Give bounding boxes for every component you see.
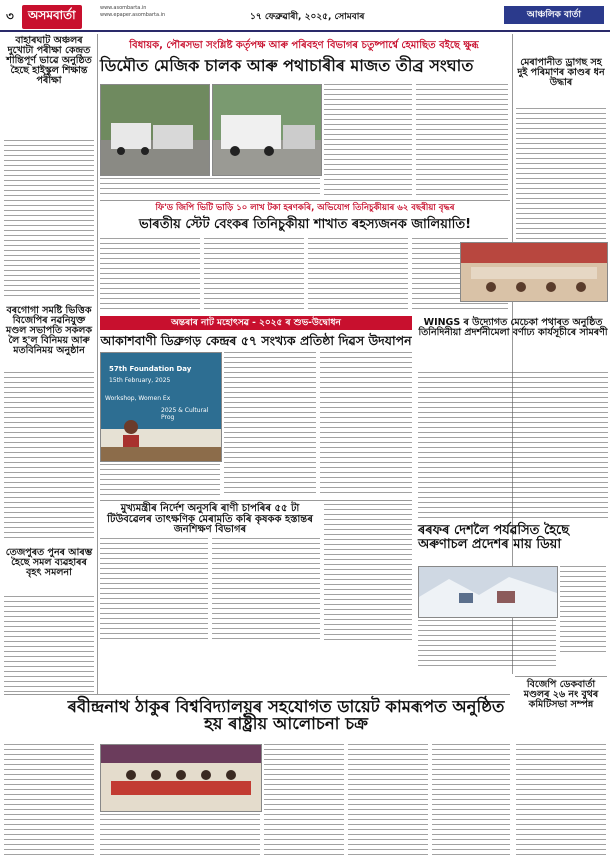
divider-right bbox=[515, 676, 607, 677]
wings-photo bbox=[460, 242, 608, 302]
bjp-right-headline: বিজেপি ডেকবাৰ্তা মণ্ডলৰ ২৬ নং বুথৰ কমিটিসভা সম্পন্ন bbox=[523, 679, 599, 710]
akashvani-caption bbox=[100, 464, 220, 496]
left-column-rule bbox=[97, 34, 98, 694]
website-url[interactable]: www.asombarta.in bbox=[100, 5, 147, 11]
natya-banner-text: অন্তৰাৰ নাট মহোৎসৱ - ২০২৫ ৰ শুভ-উদ্বোধন bbox=[171, 318, 341, 328]
akashvani-banner-line-4: 2025 & Cultural Prog bbox=[161, 407, 209, 421]
arunachal-photo bbox=[418, 566, 558, 618]
dimow-article-col1 bbox=[324, 84, 412, 196]
divider-2 bbox=[100, 500, 412, 501]
vehicles-photo-icon bbox=[101, 85, 209, 175]
akashvani-headline: আকাশবাণী ডিব্ৰুগড় কেন্দ্ৰৰ ৫৭ সংখ্যক প্ৰতিষ্ঠা দিৱস উদযাপন bbox=[100, 333, 412, 348]
snow-landscape-photo-icon bbox=[419, 567, 557, 617]
wings-headline: WINGS ৰ উদ্যোগত মেচেকা পথাৰত অনুষ্ঠিত তিনিদিনীয়া প্ৰদৰ্শনীমেলা বৰ্ণাঢ্য কাৰ্যসূচীৰে সামৰণী bbox=[418, 317, 608, 338]
dimow-photo-2 bbox=[212, 84, 322, 176]
left-article-3 bbox=[4, 596, 94, 692]
dimow-headline: ডিমৌত মেজিক চালক আৰু পথাচাৰীৰ মাজত তীব্ৰ সংঘাত bbox=[100, 56, 474, 75]
wings-article bbox=[418, 372, 608, 520]
masthead bbox=[0, 0, 610, 32]
akashvani-photo bbox=[100, 352, 222, 462]
akashvani-banner-line-1: 57th Foundation Day bbox=[109, 365, 192, 373]
left-headline-1: বাহাৰঘাট অঞ্চলৰ দুখোটা পৰীক্ষা কেন্দ্ৰত শান্তিপূৰ্ণ ভাৱে অনুষ্ঠিত হৈছে হাইস্কুল শিক্ষান্ত পৰীক্ষা bbox=[6, 35, 92, 86]
speaker-icon bbox=[101, 353, 221, 461]
top-banner bbox=[100, 36, 508, 56]
akashvani-article-col1 bbox=[224, 352, 316, 496]
bjp-right-article bbox=[516, 744, 606, 858]
tinsukia-headline: ভাৰতীয় স্টেট বেংকৰ তিনিচুকীয়া শাখাত ৰহস্যজনক জালিয়াতি! bbox=[138, 217, 472, 232]
rabindranath-article-col3 bbox=[432, 744, 510, 858]
section-label: আঞ্চলিক বাৰ্তা bbox=[504, 6, 604, 24]
tinsukia-subhead: ফি'ড জিপি ভিটি ভাড়ি ১০ লাখ টকা হৰণকৰি, অভিযোগ তিনিচুকীয়াৰ ৬২ বছৰীয়া বৃদ্ধৰ bbox=[155, 203, 455, 213]
arunachal-article bbox=[418, 620, 556, 670]
tinsukia-article-col2 bbox=[204, 238, 304, 312]
divider-1 bbox=[100, 200, 510, 201]
rabindranath-photo bbox=[100, 744, 262, 812]
date-line: ১৭ ফেব্ৰুৱাৰী, ২০২৫, সোমবাৰ bbox=[250, 12, 365, 22]
event-stage-photo-icon bbox=[461, 243, 607, 301]
seminar-photo-icon bbox=[101, 745, 261, 811]
mukhyamantri-headline: মুখ্যমন্ত্ৰীৰ নিৰ্দেশ অনুসৰি ৰাণী চাপৰিৰ ৫৫ টা টিউবৱেলৰ তাৎক্ষণিক মেৰামতি কৰি কৃষকক হস্তান্তৰ জনশিক্ষণ বিভাগৰ bbox=[107, 503, 313, 535]
dimow-photo-1 bbox=[100, 84, 210, 176]
left-article-1 bbox=[4, 140, 94, 300]
mukhyamantri-article-col2 bbox=[212, 538, 320, 642]
left-article-2 bbox=[4, 372, 94, 540]
divider-3 bbox=[4, 694, 510, 695]
mukhyamantri-article-col3 bbox=[324, 504, 412, 642]
dimow-article-col2 bbox=[416, 84, 508, 196]
newspaper-logo: অসমবাৰ্তা bbox=[22, 5, 82, 29]
arunachal-headline: ৰৰফৰ দেশলৈ পৰ্যৱসিত হৈছে অৰুণাচল প্ৰদেশৰ মায় ডিয়া bbox=[418, 523, 570, 552]
right-column-notice bbox=[560, 566, 606, 656]
left-headline-3: তেজপুৰত পুনৰ আৰম্ভ হৈছে সমল ব্যৱহাৰৰ বৃহৎ সমলনা bbox=[5, 547, 93, 578]
rabindranath-caption bbox=[100, 814, 260, 858]
akashvani-banner-line-2: 15th February, 2025 bbox=[109, 377, 171, 384]
akashvani-article-col2 bbox=[320, 352, 412, 496]
epaper-url[interactable]: www.epaper.asombarta.in bbox=[100, 12, 166, 18]
right-headline-1: মেৰাপানীত ড্ৰাগছ সহ দুই পৰিমাণৰ কাণ্ডৰ ধন উদ্ধাৰ bbox=[517, 57, 605, 88]
natya-banner bbox=[100, 316, 412, 330]
left-headline-2: বৰগোগা সমষ্টি ভিত্তিক বিজেপিৰ নৱনিযুক্ত মণ্ডল সভাপতি সকলক লৈ হ'ল বিনিময় আৰু মতবিনিময় অনুষ্ঠান bbox=[5, 305, 93, 356]
rabindranath-article-col1 bbox=[264, 744, 344, 858]
akashvani-banner-line-3: Workshop, Women Ex bbox=[105, 395, 171, 402]
top-banner-text: বিধায়ক, পৌৰসভা সংশ্লিষ্ট কৰ্তৃপক্ষ আৰু পৰিবহণ বিভাগৰ চতুষ্পাৰ্শ্বে হেমাছিত বইছে ক্ষুব্ধ bbox=[129, 40, 479, 51]
rabindranath-article-col2 bbox=[348, 744, 428, 858]
vehicles-photo-icon-2 bbox=[213, 85, 321, 175]
page-number: ৩ bbox=[6, 9, 14, 23]
tinsukia-article-col3 bbox=[308, 238, 408, 312]
mukhyamantri-article-col1 bbox=[100, 538, 208, 642]
tinsukia-article-col1 bbox=[100, 238, 200, 312]
left-bottom-article bbox=[4, 744, 94, 858]
dimow-photo-captions bbox=[100, 178, 320, 196]
rabindranath-headline: ৰবীন্দ্ৰনাথ ঠাকুৰ বিশ্ববিদ্যালয়ৰ সহযোগত ডায়েট কামৰূপত অনুষ্ঠিত হয় ৰাষ্ট্ৰীয় আলোচনা চক্ৰ bbox=[67, 697, 505, 734]
